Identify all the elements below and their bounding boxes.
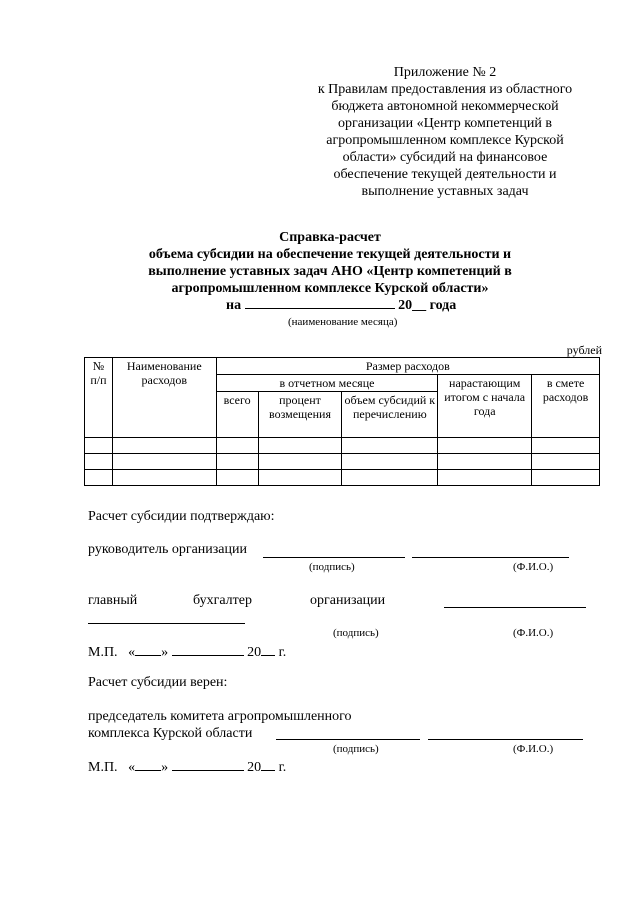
- month-blank[interactable]: [245, 296, 395, 309]
- table-cell[interactable]: [85, 470, 113, 486]
- table-row: [85, 470, 600, 486]
- title-line: агропромышленном комплексе Курской области»: [171, 281, 489, 296]
- appendix-line: агропромышленном комплексе Курской: [326, 133, 564, 148]
- appendix-line: выполнение уставных задач: [361, 184, 529, 199]
- appendix-line: к Правилам предоставления из областного: [317, 82, 573, 97]
- table-cell[interactable]: [258, 454, 342, 470]
- period-na: на: [226, 298, 242, 313]
- table-cell[interactable]: [216, 438, 258, 454]
- stamp-mp: М.П.: [88, 645, 118, 660]
- accountant-signature-line[interactable]: [88, 610, 245, 624]
- table-cell[interactable]: [216, 470, 258, 486]
- table-cell[interactable]: [258, 438, 342, 454]
- table-cell[interactable]: [342, 454, 438, 470]
- table-cell[interactable]: [532, 470, 600, 486]
- chair-sign-hint: (подпись): [333, 743, 379, 755]
- table-cell[interactable]: [532, 438, 600, 454]
- stamp-date-line-2: [88, 758, 286, 776]
- table-cell[interactable]: [342, 438, 438, 454]
- header-total: всего: [216, 392, 258, 438]
- accountant-word-1: главный: [88, 593, 138, 608]
- accountant-word-2: бухгалтер: [193, 593, 252, 608]
- day-blank[interactable]: [135, 643, 161, 656]
- table-cell[interactable]: [532, 454, 600, 470]
- chair-line-1: председатель комитета агропромышленного: [88, 709, 352, 724]
- appendix-line: обеспечение текущей деятельности и: [333, 167, 557, 182]
- year-blank[interactable]: [261, 758, 275, 771]
- month-hint: (наименование месяца): [288, 316, 398, 328]
- table-cell[interactable]: [438, 438, 532, 454]
- date-open-quote: «: [128, 645, 136, 660]
- date-year: 20: [247, 760, 262, 775]
- period-year-word: года: [429, 298, 457, 313]
- header-month: в отчетном месяце: [216, 375, 438, 392]
- header-estimate: в смете расходов: [532, 375, 600, 438]
- header-volume: объем субсидий к перечислению: [342, 392, 438, 438]
- header-num: № п/п: [85, 358, 113, 438]
- table-row: [85, 454, 600, 470]
- chair-signature-line[interactable]: [276, 726, 420, 740]
- date-close-quote: »: [161, 760, 169, 775]
- month-name-blank[interactable]: [172, 643, 244, 656]
- chair-fio-line[interactable]: [428, 726, 583, 740]
- confirm-heading: Расчет субсидии подтверждаю:: [88, 509, 275, 524]
- day-blank[interactable]: [135, 758, 161, 771]
- appendix-header: [300, 64, 590, 200]
- header-cumulative: нарастающим итогом с начала года: [438, 375, 532, 438]
- table-cell[interactable]: [438, 470, 532, 486]
- stamp-mp: М.П.: [88, 760, 118, 775]
- date-close-quote: »: [161, 645, 169, 660]
- header-size: Размер расходов: [216, 358, 599, 375]
- head-signature-line[interactable]: [263, 544, 405, 558]
- head-label: руководитель организации: [88, 542, 247, 557]
- header-percent: процент возмещения: [258, 392, 342, 438]
- table-cell[interactable]: [112, 470, 216, 486]
- table-cell[interactable]: [438, 454, 532, 470]
- accountant-word-3: организации: [310, 593, 386, 608]
- head-sign-hint: (подпись): [309, 561, 355, 573]
- title-line: выполнение уставных задач АНО «Центр компетенций в: [148, 264, 512, 279]
- table-cell[interactable]: [342, 470, 438, 486]
- period-year-num: 20__: [398, 298, 427, 313]
- title-line: объема субсидии на обеспечение текущей деятельности и: [148, 247, 512, 262]
- table-cell[interactable]: [112, 454, 216, 470]
- table-cell[interactable]: [258, 470, 342, 486]
- title-main: Справка-расчет: [279, 230, 381, 245]
- header-name: Наименование расходов: [112, 358, 216, 438]
- accountant-sign-hint: (подпись): [333, 627, 379, 639]
- stamp-date-line: [88, 643, 286, 661]
- appendix-line: бюджета автономной некоммерческой: [331, 99, 559, 114]
- year-blank[interactable]: [261, 643, 275, 656]
- chair-fio-hint: (Ф.И.О.): [513, 743, 554, 755]
- appendix-line: организации «Центр компетенций в: [337, 116, 553, 131]
- date-g: г.: [278, 760, 287, 775]
- date-year: 20: [247, 645, 262, 660]
- currency-unit: рублей: [566, 343, 602, 357]
- head-fio-line[interactable]: [412, 544, 569, 558]
- appendix-line: области» субсидий на финансовое: [342, 150, 548, 165]
- table-row: [85, 438, 600, 454]
- date-open-quote: «: [128, 760, 136, 775]
- chair-line-2: комплекса Курской области: [88, 726, 253, 741]
- accountant-fio-hint: (Ф.И.О.): [513, 627, 554, 639]
- period-line: [226, 296, 526, 314]
- table-cell[interactable]: [85, 438, 113, 454]
- date-g: г.: [278, 645, 287, 660]
- expenses-table: [84, 357, 600, 486]
- table-cell[interactable]: [112, 438, 216, 454]
- accountant-fio-line-top[interactable]: [444, 594, 586, 608]
- month-name-blank[interactable]: [172, 758, 244, 771]
- table-cell[interactable]: [216, 454, 258, 470]
- table-cell[interactable]: [85, 454, 113, 470]
- head-fio-hint: (Ф.И.О.): [513, 561, 554, 573]
- table-header-row: [85, 358, 600, 375]
- appendix-title: Приложение № 2: [393, 65, 497, 80]
- document-title: [110, 229, 550, 297]
- verify-heading: Расчет субсидии верен:: [88, 675, 228, 690]
